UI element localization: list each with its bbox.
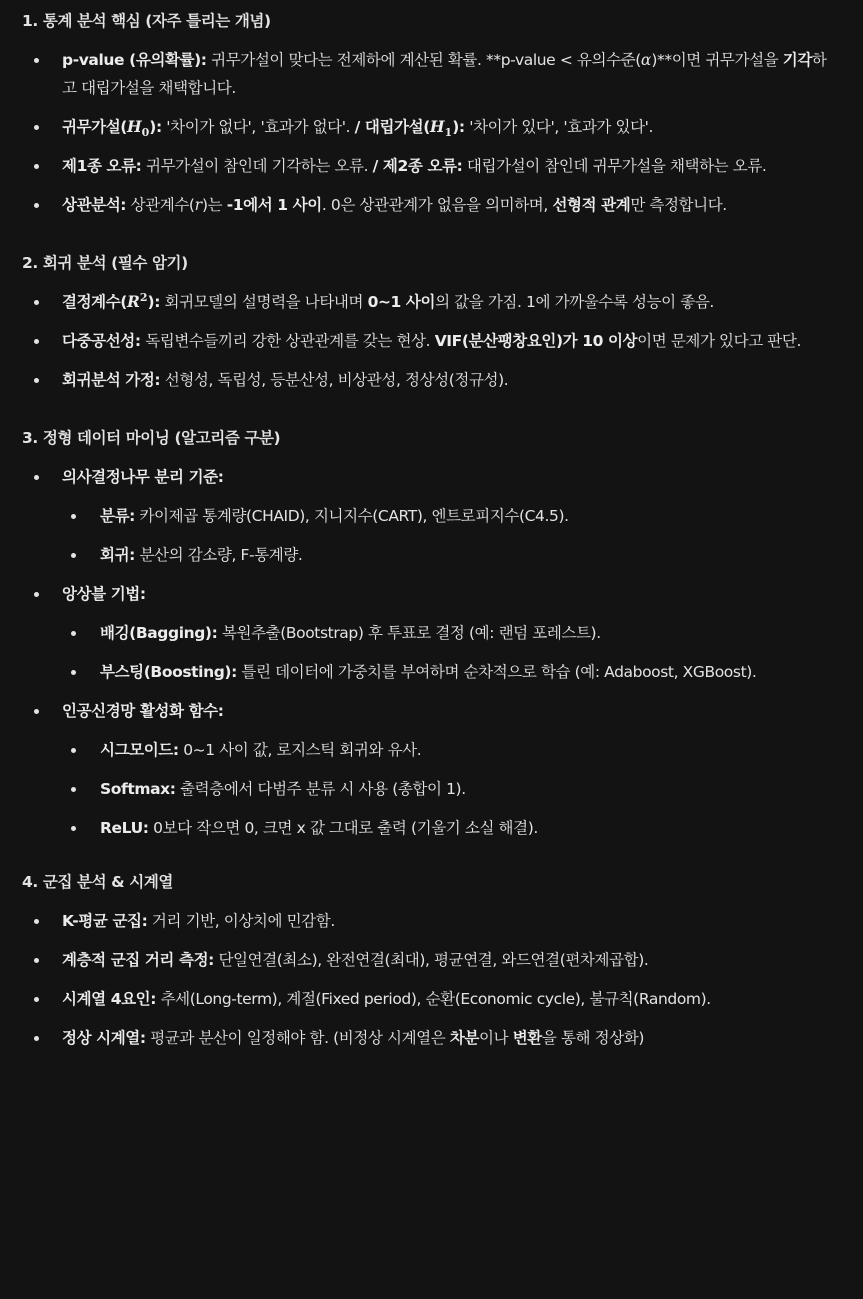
- math-symbol: H: [126, 117, 142, 136]
- term-label: 배깅(Bagging):: [100, 624, 218, 642]
- section-regression: [22, 249, 841, 394]
- term-text: 평균과 분산이 일정해야 함. (비정상 시계열은: [145, 1029, 450, 1047]
- term-label: ReLU:: [100, 819, 149, 837]
- list-item: [22, 152, 841, 180]
- bullet-list: [22, 46, 841, 219]
- math-r: r: [194, 196, 202, 214]
- term-label: 의사결정나무 분리 기준:: [62, 468, 224, 486]
- term-text: 귀무가설이 참인데 기각하는 오류.: [141, 157, 373, 175]
- term-text: 분산의 감소량, F-통계량.: [134, 546, 303, 564]
- list-item: [22, 288, 841, 316]
- term-label: 부스팅(Boosting):: [100, 663, 237, 681]
- list-item: [22, 113, 841, 141]
- term-text: '차이가 없다', '효과가 없다'.: [161, 118, 355, 136]
- sub-list-item: [22, 736, 841, 764]
- term-emphasis: -1에서 1 사이: [226, 196, 322, 214]
- term-text: )**이면 귀무가설을: [651, 51, 783, 69]
- term-emphasis: 0~1 사이: [367, 293, 436, 311]
- list-item: [22, 366, 841, 394]
- sub-list-item: [22, 814, 841, 842]
- term-label: Softmax:: [100, 780, 176, 798]
- term-label: 다중공선성:: [62, 332, 141, 350]
- term-text: )는: [201, 196, 227, 214]
- term-label: p-value (유의확률):: [62, 51, 207, 69]
- list-item: [22, 191, 841, 219]
- term-text: 단일연결(최소), 완전연결(최대), 평균연결, 와드연결(편차제곱합).: [213, 951, 649, 969]
- term-emphasis: 기각: [782, 51, 812, 69]
- term-label-end: ):: [452, 118, 465, 136]
- term-text: 이나: [479, 1029, 513, 1047]
- sub-list-item: [22, 658, 841, 686]
- section-title: 3. 정형 데이터 마이닝 (알고리즘 구분): [22, 429, 281, 447]
- math-h1: [429, 117, 453, 140]
- term-text: 출력층에서 다범주 분류 시 사용 (총합이 1).: [175, 780, 466, 798]
- term-text: 거리 기반, 이상치에 민감함.: [147, 912, 335, 930]
- term-label: 앙상블 기법:: [62, 585, 146, 603]
- list-item: [22, 907, 841, 935]
- term-label: 회귀:: [100, 546, 135, 564]
- term-label-text: 귀무가설(: [62, 118, 127, 136]
- term-label: [62, 290, 161, 311]
- sub-list-item: [22, 541, 841, 569]
- term-label: 제1종 오류:: [62, 157, 142, 175]
- sub-list-item: [22, 619, 841, 647]
- list-item: [22, 946, 841, 974]
- term-label: 상관분석:: [62, 196, 127, 214]
- math-subscript: 1: [444, 126, 453, 140]
- term-label: [354, 117, 465, 140]
- term-text: 회귀모델의 설명력을 나타내며: [160, 293, 368, 311]
- term-emphasis: 선형적 관계: [552, 196, 631, 214]
- bullet-list: [22, 463, 841, 842]
- math-h0: [126, 117, 150, 140]
- list-item: [22, 463, 841, 491]
- term-label: 인공신경망 활성화 함수:: [62, 702, 224, 720]
- term-text: 상관계수(: [126, 196, 195, 214]
- list-item: [22, 697, 841, 725]
- term-text: '차이가 있다', '효과가 있다'.: [464, 118, 654, 136]
- term-label-end: ):: [147, 293, 161, 311]
- list-item: [22, 580, 841, 608]
- term-label: / 제2종 오류:: [372, 157, 463, 175]
- term-label-text: / 대립가설(: [354, 118, 430, 136]
- math-subscript: 0: [141, 126, 150, 140]
- math-superscript: 2: [139, 290, 148, 304]
- term-label-end: ):: [149, 118, 162, 136]
- term-label: 시계열 4요인:: [62, 990, 157, 1008]
- term-label: 회귀분석 가정:: [62, 371, 161, 389]
- term-text: 을 통해 정상화): [541, 1029, 644, 1047]
- list-item: [22, 1024, 841, 1052]
- sub-list-item: [22, 502, 841, 530]
- term-text: 귀무가설이 맞다는 전제하에 계산된 확률. **p-value < 유의수준(: [206, 51, 641, 69]
- term-text: . 0은 상관관계가 없음을 의미하며,: [321, 196, 553, 214]
- section-clustering-timeseries: [22, 868, 841, 1052]
- term-label: 정상 시계열:: [62, 1029, 146, 1047]
- term-text: 대립가설이 참인데 귀무가설을 채택하는 오류.: [462, 157, 767, 175]
- term-emphasis: 차분: [449, 1029, 480, 1047]
- term-text: 하고 대립가설을 채택합니다.: [62, 51, 827, 97]
- term-text: 선형성, 독립성, 등분산성, 비상관성, 정상성(정규성).: [160, 371, 509, 389]
- term-text: 0보다 작으면 0, 크면 x 값 그대로 출력 (기울기 소실 해결).: [148, 819, 538, 837]
- term-text: 카이제곱 통계량(CHAID), 지니지수(CART), 엔트로피지수(C4.5).: [134, 507, 569, 525]
- term-text: 이면 문제가 있다고 판단.: [637, 332, 801, 350]
- term-label: 분류:: [100, 507, 135, 525]
- term-emphasis: VIF(분산팽창요인)가 10 이상: [434, 332, 638, 350]
- term-text: 의 값을 가짐. 1에 가까울수록 성능이 좋음.: [435, 293, 714, 311]
- term-text: 독립변수들끼리 강한 상관관계를 갖는 현상.: [140, 332, 435, 350]
- list-item: [22, 46, 841, 102]
- math-symbol: R: [126, 292, 140, 311]
- term-label-text: 결정계수(: [62, 293, 127, 311]
- term-label: 계층적 군집 거리 측정:: [62, 951, 214, 969]
- term-emphasis: 변환: [512, 1029, 542, 1047]
- section-statistics: [22, 7, 841, 219]
- math-alpha: α: [640, 51, 652, 69]
- term-text: 틀린 데이터에 가중치를 부여하며 순차적으로 학습 (예: Adaboost, XGBoost).: [236, 663, 757, 681]
- section-data-mining: [22, 424, 841, 842]
- list-item: [22, 327, 841, 355]
- term-label: 시그모이드:: [100, 741, 179, 759]
- bullet-list: [22, 288, 841, 394]
- section-title: 1. 통계 분석 핵심 (자주 틀리는 개념): [22, 12, 271, 30]
- term-text: 0~1 사이 값, 로지스틱 회귀와 유사.: [178, 741, 422, 759]
- sub-list-item: [22, 775, 841, 803]
- math-r-squared: [127, 292, 148, 311]
- section-title: 2. 회귀 분석 (필수 암기): [22, 254, 188, 272]
- math-symbol: H: [429, 117, 445, 136]
- term-label: [62, 117, 162, 140]
- list-item: [22, 985, 841, 1013]
- section-title: 4. 군집 분석 & 시계열: [22, 873, 173, 891]
- term-label: K-평균 군집:: [62, 912, 148, 930]
- term-text: 만 측정합니다.: [630, 196, 727, 214]
- term-text: 추세(Long-term), 계절(Fixed period), 순환(Economic cycle), 불규칙(Random).: [156, 990, 711, 1008]
- term-text: 복원추출(Bootstrap) 후 투표로 결정 (예: 랜덤 포레스트).: [217, 624, 601, 642]
- bullet-list: [22, 907, 841, 1052]
